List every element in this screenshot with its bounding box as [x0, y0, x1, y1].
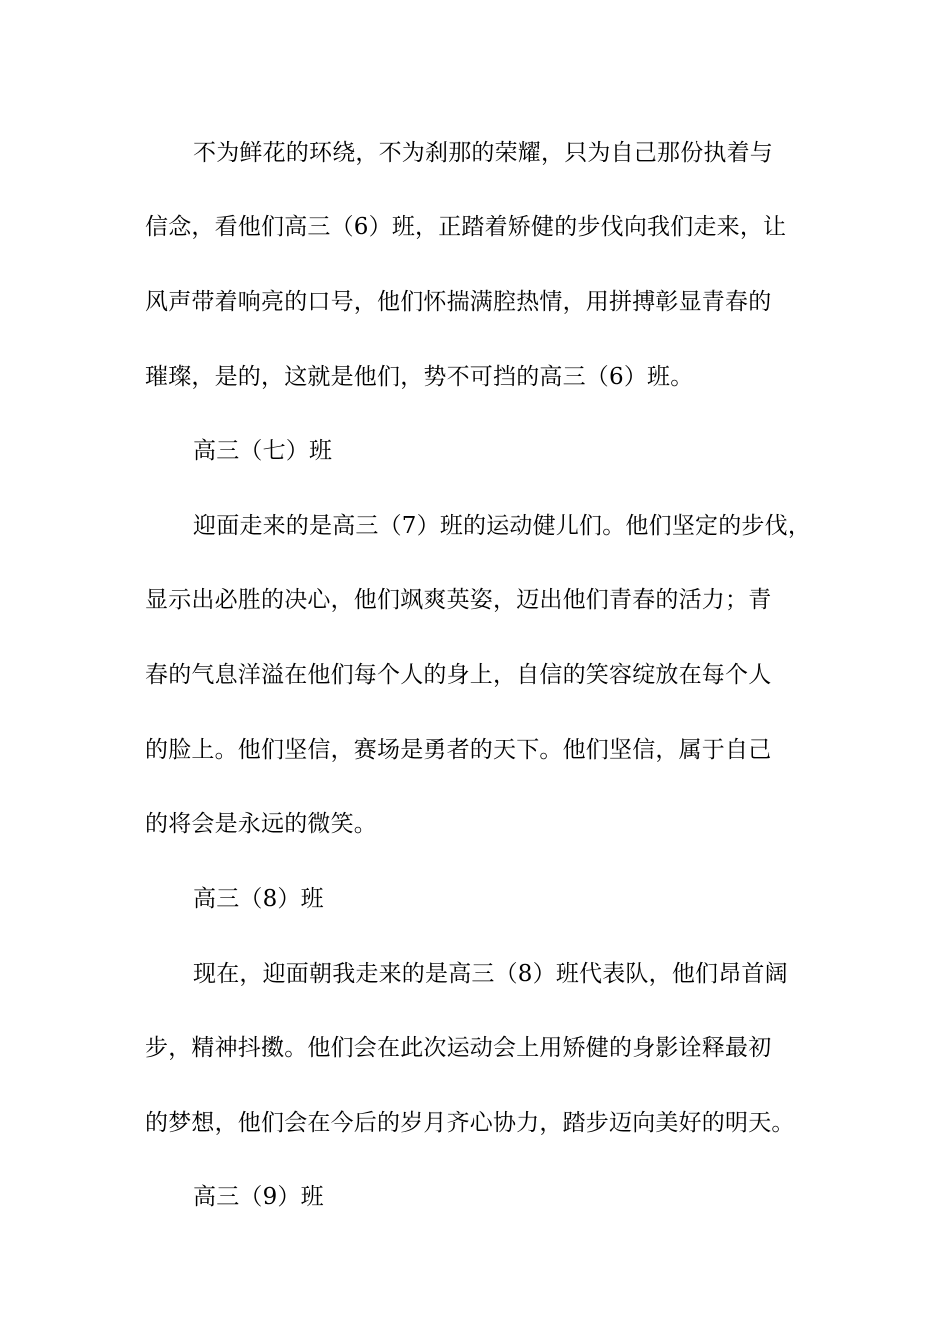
paragraph-line: 显示出必胜的决心，他们飒爽英姿，迈出他们青春的活力；青	[145, 587, 772, 613]
paragraph-line: 风声带着响亮的口号，他们怀揣满腔热情，用拼搏彰显青春的	[145, 289, 772, 315]
section-heading: 高三（七）班	[193, 438, 333, 464]
paragraph-line: 迎面走来的是高三（7）班的运动健儿们。他们坚定的步伐，	[193, 513, 812, 539]
paragraph-line: 信念，看他们高三（6）班，正踏着矫健的步伐向我们走来，让	[145, 214, 787, 240]
section-heading: 高三（8）班	[193, 886, 324, 912]
section-heading: 高三（9）班	[193, 1184, 324, 1210]
paragraph-line: 璀璨，是的，这就是他们，势不可挡的高三（6）班。	[145, 364, 694, 390]
paragraph-line: 的脸上。他们坚信，赛场是勇者的天下。他们坚信，属于自己	[145, 737, 772, 763]
paragraph-line: 步，精神抖擞。他们会在此次运动会上用矫健的身影诠释最初	[145, 1035, 772, 1061]
paragraph-line: 不为鲜花的环绕，不为刹那的荣耀，只为自己那份执着与	[193, 140, 773, 166]
paragraph-line: 春的气息洋溢在他们每个人的身上，自信的笑容绽放在每个人	[145, 662, 772, 688]
paragraph-line: 的将会是永远的微笑。	[145, 811, 377, 837]
paragraph-line: 现在，迎面朝我走来的是高三（8）班代表队，他们昂首阔	[193, 961, 788, 987]
paragraph-line: 的梦想，他们会在今后的岁月齐心协力，踏步迈向美好的明天。	[145, 1110, 795, 1136]
